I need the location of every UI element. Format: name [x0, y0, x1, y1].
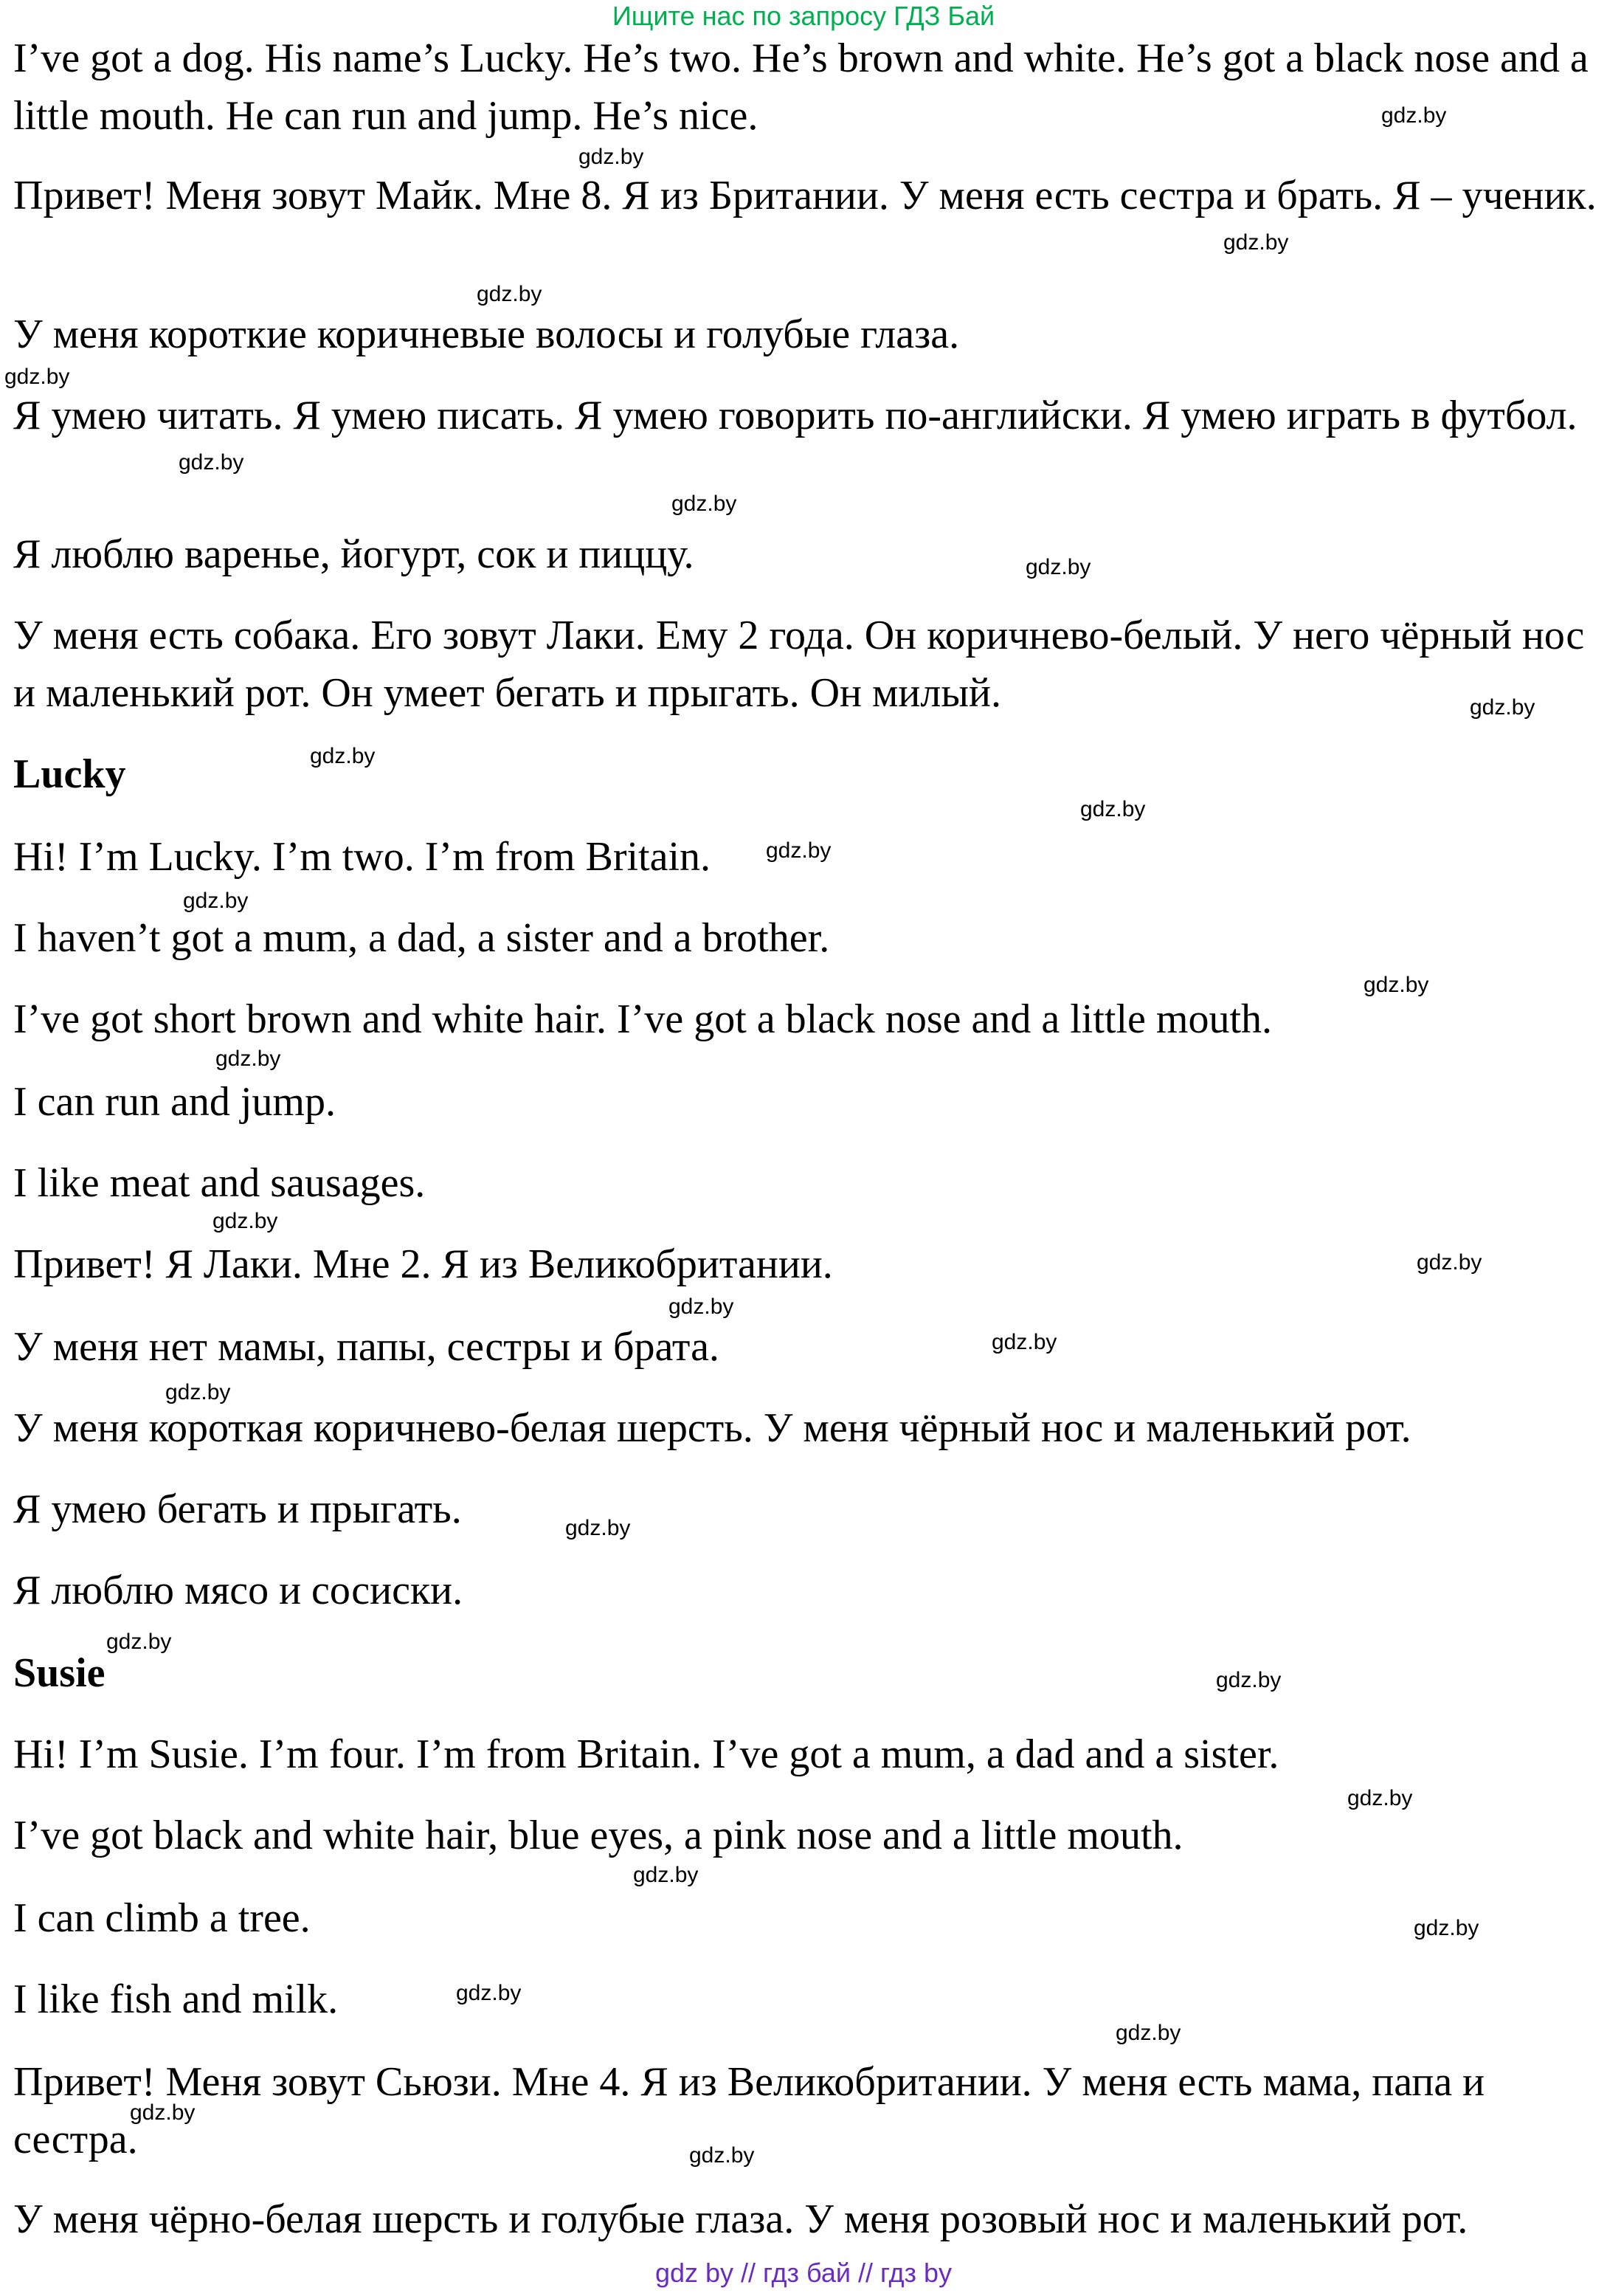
paragraph-mike-hair-ru: У меня короткие коричневые волосы и голубые глаза.	[13, 311, 960, 357]
watermark: gdz.by	[456, 1981, 522, 2005]
paragraph-susie-appearance: I’ve got black and white hair, blue eyes, a pink nose and a little mouth.	[13, 1813, 1183, 1858]
paragraph-mike-likes-ru: Я люблю варенье, йогурт, сок и пиццу.	[13, 531, 694, 577]
paragraph-susie-intro-ru: Привет! Меня зовут Сьюзи. Мне 4. Я из Великобритании. У меня есть мама, папа и сестра.	[13, 2059, 1485, 2162]
watermark: gdz.by	[633, 1863, 699, 1887]
watermark: gdz.by	[477, 282, 542, 306]
watermark: gdz.by	[766, 838, 832, 863]
watermark: gdz.by	[1381, 103, 1447, 128]
paragraph-lucky-family-ru: У меня нет мамы, папы, сестры и брата.	[13, 1324, 719, 1370]
watermark: gdz.by	[165, 1380, 231, 1404]
watermark: gdz.by	[212, 1209, 278, 1233]
watermark: gdz.by	[578, 145, 644, 169]
paragraph-lucky-appearance-ru: У меня короткая коричнево-белая шерсть. У меня чёрный нос и маленький рот.	[13, 1405, 1411, 1451]
header-banner: Ищите нас по запросу ГДЗ Бай	[612, 1, 995, 31]
watermark: gdz.by	[130, 2100, 196, 2125]
paragraph-lucky-appearance: I’ve got short brown and white hair. I’ve got a black nose and a little mouth.	[13, 996, 1273, 1042]
paragraph-susie-skills: I can climb a tree.	[13, 1895, 311, 1941]
watermark: gdz.by	[1470, 695, 1535, 720]
watermark: gdz.by	[1223, 230, 1289, 255]
watermark: gdz.by	[668, 1294, 734, 1319]
watermark: gdz.by	[671, 492, 737, 516]
watermark: gdz.by	[1026, 555, 1091, 579]
paragraph-susie-likes: I like fish and milk.	[13, 1976, 339, 2022]
paragraph-lucky-skills: I can run and jump.	[13, 1079, 336, 1125]
watermark: gdz.by	[1364, 973, 1429, 997]
paragraph-dog-description-ru: У меня есть собака. Его зовут Лаки. Ему 2 года. Он коричнево-белый. У него чёрный нос и маленький рот. Он умеет бегать и прыгать. Он милый.	[13, 613, 1585, 716]
paragraph-lucky-likes-ru: Я люблю мясо и сосиски.	[13, 1568, 463, 1613]
watermark: gdz.by	[1080, 797, 1146, 821]
paragraph-dog-description: I’ve got a dog. His name’s Lucky. He’s two. He’s brown and white. He’s got a black nose and a little mouth. He can run and jump. He’s nice.	[13, 35, 1589, 139]
paragraph-lucky-likes: I like meat and sausages.	[13, 1160, 426, 1206]
watermark: gdz.by	[215, 1047, 281, 1071]
watermark: gdz.by	[689, 2143, 755, 2168]
watermark: gdz.by	[565, 1516, 631, 1540]
watermark: gdz.by	[1414, 1916, 1479, 1940]
paragraph-lucky-skills-ru: Я умею бегать и прыгать.	[13, 1486, 462, 1532]
paragraph-susie-appearance-ru: У меня чёрно-белая шерсть и голубые глаза. У меня розовый нос и маленький рот.	[13, 2196, 1468, 2242]
heading-lucky: Lucky	[13, 751, 126, 797]
watermark: gdz.by	[1347, 1786, 1413, 1810]
paragraph-lucky-family: I haven’t got a mum, a dad, a sister and a brother.	[13, 915, 830, 961]
watermark: gdz.by	[1116, 2021, 1181, 2045]
watermark: gdz.by	[179, 450, 244, 475]
paragraph-susie-intro: Hi! I’m Susie. I’m four. I’m from Britain. I’ve got a mum, a dad and a sister.	[13, 1731, 1279, 1777]
footer-banner: gdz by // гдз бай // гдз by	[654, 2258, 953, 2288]
paragraph-lucky-intro-ru: Привет! Я Лаки. Мне 2. Я из Великобритании.	[13, 1241, 833, 1287]
watermark: gdz.by	[310, 744, 376, 768]
paragraph-mike-intro-ru: Привет! Меня зовут Майк. Мне 8. Я из Британии. У меня есть сестра и брать. Я – ученик.	[13, 173, 1597, 218]
watermark: gdz.by	[183, 889, 249, 913]
watermark: gdz.by	[1417, 1250, 1482, 1275]
watermark: gdz.by	[992, 1330, 1057, 1354]
watermark: gdz.by	[4, 365, 70, 389]
watermark: gdz.by	[1216, 1668, 1282, 1692]
paragraph-mike-skills-ru: Я умею читать. Я умею писать. Я умею говорить по-английски. Я умею играть в футбол.	[13, 393, 1577, 438]
watermark: gdz.by	[106, 1630, 172, 1654]
heading-susie: Susie	[13, 1650, 106, 1696]
paragraph-lucky-intro: Hi! I’m Lucky. I’m two. I’m from Britain.	[13, 834, 711, 880]
